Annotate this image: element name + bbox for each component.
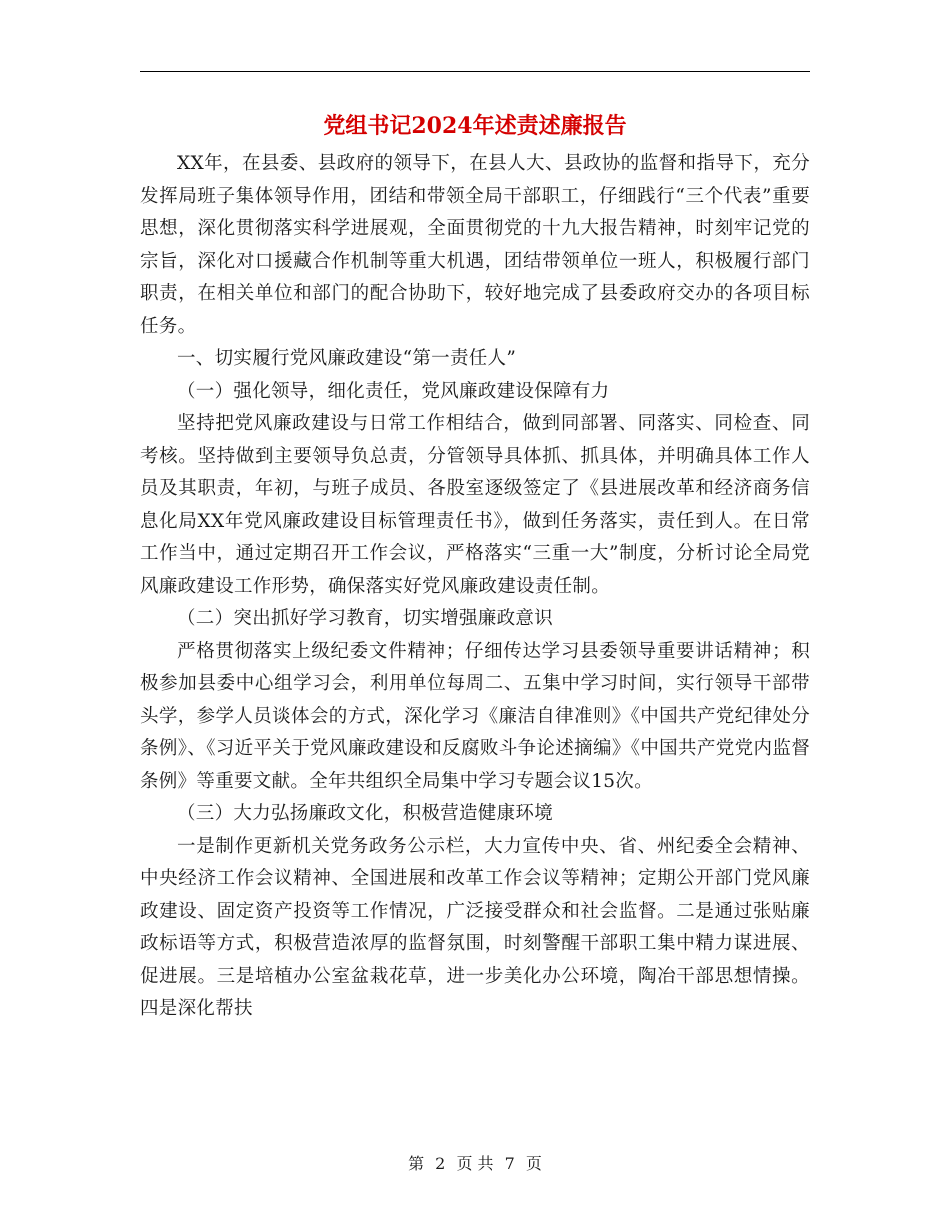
header-rule xyxy=(140,71,810,72)
body-paragraph: 严格贯彻落实上级纪委文件精神；仔细传达学习县委领导重要讲话精神；积极参加县委中心组学习会，利用单位每周二、五集中学习时间，实行领导干部带头学，参学人员谈体会的方式，深化学习《廉洁自律准则》《中国共产党纪律处分条例》、《习近平关于党风廉政建设和反腐败斗争论述摘编》《中国共产党党内监督条例》等重要文献。全年共组织全局集中学习专题会议15次。 xyxy=(140,640,810,792)
total-pages-number: 7 xyxy=(504,1154,515,1173)
footer-prefix: 第 xyxy=(408,1154,425,1173)
footer-middle: 页 共 xyxy=(456,1154,494,1173)
current-page-number: 2 xyxy=(435,1154,446,1173)
body-paragraph: 坚持把党风廉政建设与日常工作相结合，做到同部署、同落实、同检查、同考核。坚持做到主要领导负总责，分管领导具体抓、抓具体，并明确具体工作人员及其职责，年初，与班子成员、各股室逐级签定了《县进展改革和经济商务信息化局XX年党风廉政建设目标管理责任书》，做到任务落实，责任到人。在日常工作当中，通过定期召开工作会议，严格落实“三重一大”制度，分析讨论全局党风廉政建设工作形势，确保落实好党风廉政建设责任制。 xyxy=(140,413,810,597)
page-footer xyxy=(0,1152,950,1176)
document-title: 党组书记2024年述责述廉报告 xyxy=(323,113,627,139)
subsection-heading-2: （二）突出抓好学习教育，切实增强廉政意识 xyxy=(177,608,554,629)
section-heading-1: 一、切实履行党风廉政建设“第一责任人” xyxy=(177,348,517,369)
subsection-heading-1: （一）强化领导，细化责任，党风廉政建设保障有力 xyxy=(177,380,610,402)
footer-suffix: 页 xyxy=(525,1154,542,1173)
intro-paragraph: XX年，在县委、县政府的领导下，在县人大、县政协的监督和指导下，充分发挥局班子集体领导作用，团结和带领全局干部职工，仔细践行“三个代表”重要思想，深化贯彻落实科学进展观，全面贯彻党的十九大报告精神，时刻牢记党的宗旨，深化对口援藏合作机制等重大机遇，团结带领单位一班人，积极履行部门职责，在相关单位和部门的配合协助下，较好地完成了县委政府交办的各项目标任务。 xyxy=(140,153,810,337)
body-paragraph: 一是制作更新机关党务政务公示栏，大力宣传中央、省、州纪委全会精神、中央经济工作会议精神、全国进展和改革工作会议等精神；定期公开部门党风廉政建设、固定资产投资等工作情况，广泛接受群众和社会监督。二是通过张贴廉政标语等方式，积极营造浓厚的监督氛围，时刻警醒干部职工集中精力谋进展、促进展。三是培植办公室盆栽花草，进一步美化办公环境，陶冶干部思想情操。四是深化帮扶 xyxy=(140,835,810,1019)
subsection-heading-3: （三）大力弘扬廉政文化，积极营造健康环境 xyxy=(177,803,554,824)
document-body xyxy=(140,148,810,1026)
